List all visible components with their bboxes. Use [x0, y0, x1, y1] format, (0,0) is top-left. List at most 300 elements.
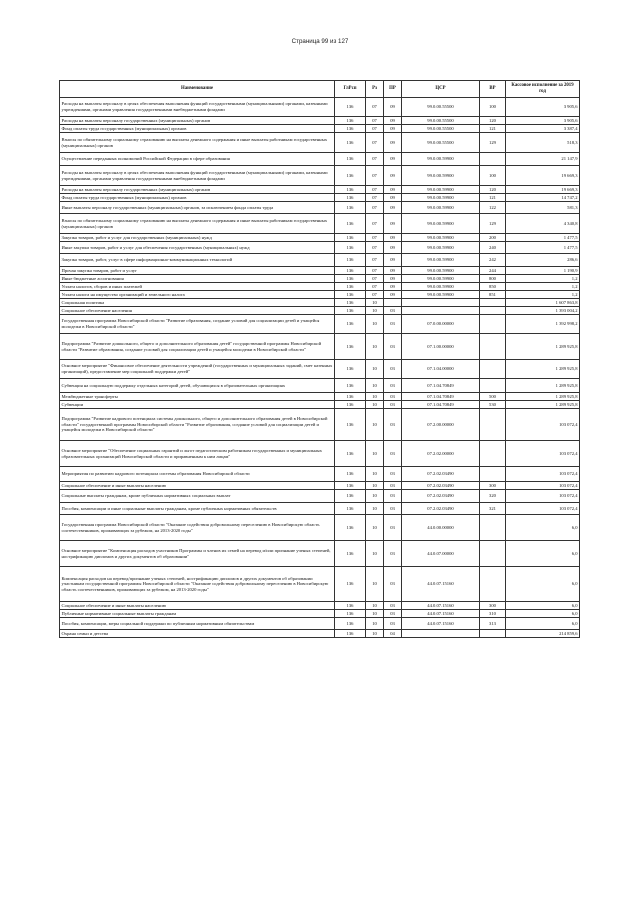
table-row — [60, 610, 580, 618]
cell-vr: 321 — [480, 503, 506, 515]
cell-rz: 07 — [366, 291, 384, 299]
cell-vr: 122 — [480, 202, 506, 214]
cell-vr — [480, 360, 506, 379]
cell-vr: 310 — [480, 610, 506, 618]
cell-vr: 240 — [480, 242, 506, 254]
cell-csr: 99.0.00.55500 — [402, 125, 480, 133]
header-csr: ЦСР — [402, 81, 480, 98]
cell-rz: 07 — [366, 133, 384, 153]
table-row — [60, 214, 580, 234]
cell-grbs: 136 — [335, 125, 366, 133]
cell-pr: 04 — [384, 630, 402, 638]
cell-vr: 530 — [480, 401, 506, 409]
table-row — [60, 490, 580, 503]
cell-csr: 99.0.00.59900 — [402, 283, 480, 291]
cell-vr — [480, 307, 506, 315]
cell-grbs: 136 — [335, 153, 366, 166]
cell-grbs: 136 — [335, 315, 366, 334]
cell-csr — [402, 307, 480, 315]
cell-grbs: 136 — [335, 379, 366, 393]
cell-grbs: 136 — [335, 393, 366, 401]
cell-rz: 10 — [366, 482, 384, 490]
cell-rz: 10 — [366, 360, 384, 379]
cell-grbs: 136 — [335, 98, 366, 117]
cell-sum: 1 477,5 — [506, 242, 580, 254]
cell-csr: 99.0.00.59900 — [402, 291, 480, 299]
cell-csr: 44.0.07.15160 — [402, 602, 480, 610]
cell-sum: 103 072,4 — [506, 409, 580, 441]
cell-pr: 03 — [384, 401, 402, 409]
cell-vr — [480, 153, 506, 166]
cell-sum: 1 392 998,2 — [506, 315, 580, 334]
cell-rz: 10 — [366, 490, 384, 503]
cell-pr: 03 — [384, 482, 402, 490]
cell-sum: 1 289 925,8 — [506, 401, 580, 409]
cell-name: Иные закупки товаров, работ и услуг для обеспечения государственных (муниципальных) нужд — [60, 242, 335, 254]
cell-sum: 1,2 — [506, 283, 580, 291]
cell-vr: 100 — [480, 166, 506, 186]
cell-grbs: 136 — [335, 133, 366, 153]
cell-pr — [384, 299, 402, 307]
table-row — [60, 618, 580, 630]
cell-pr: 09 — [384, 153, 402, 166]
cell-sum: 6,0 — [506, 618, 580, 630]
cell-vr: 850 — [480, 283, 506, 291]
cell-name: Осуществление переданных полномочий Российской Федерации в сфере образования — [60, 153, 335, 166]
cell-csr: 99.0.00.55500 — [402, 117, 480, 125]
cell-pr: 03 — [384, 602, 402, 610]
cell-csr: 99.0.00.59900 — [402, 166, 480, 186]
cell-rz: 07 — [366, 275, 384, 283]
cell-rz: 10 — [366, 334, 384, 360]
cell-pr: 09 — [384, 166, 402, 186]
table-row — [60, 153, 580, 166]
cell-grbs: 136 — [335, 630, 366, 638]
cell-vr: 300 — [480, 482, 506, 490]
cell-rz: 07 — [366, 254, 384, 267]
table-row — [60, 234, 580, 242]
cell-rz: 10 — [366, 618, 384, 630]
cell-csr — [402, 630, 480, 638]
cell-grbs: 136 — [335, 299, 366, 307]
cell-sum: 103 072,4 — [506, 503, 580, 515]
cell-grbs: 136 — [335, 567, 366, 602]
cell-vr — [480, 409, 506, 441]
cell-vr — [480, 630, 506, 638]
cell-grbs: 136 — [335, 234, 366, 242]
cell-name: Пособия, компенсации, меры социальной поддержки по публичным нормативным обязательствам — [60, 618, 335, 630]
cell-name: Охрана семьи и детства — [60, 630, 335, 638]
cell-csr: 99.0.00.59900 — [402, 254, 480, 267]
table-row — [60, 602, 580, 610]
cell-csr: 99.0.00.59900 — [402, 186, 480, 194]
cell-pr: 09 — [384, 267, 402, 275]
cell-name: Иные бюджетные ассигнования — [60, 275, 335, 283]
cell-pr: 09 — [384, 254, 402, 267]
cell-pr: 03 — [384, 307, 402, 315]
cell-rz: 07 — [366, 283, 384, 291]
cell-rz: 10 — [366, 401, 384, 409]
cell-sum: 6,0 — [506, 541, 580, 567]
table-row — [60, 133, 580, 153]
cell-pr: 09 — [384, 283, 402, 291]
cell-grbs: 136 — [335, 307, 366, 315]
header-name: Наименование — [60, 81, 335, 98]
cell-pr: 09 — [384, 186, 402, 194]
cell-sum: 103 072,4 — [506, 441, 580, 467]
cell-sum: 214 859,6 — [506, 630, 580, 638]
cell-csr: 44.0.00.00000 — [402, 515, 480, 541]
cell-pr: 03 — [384, 618, 402, 630]
cell-pr: 09 — [384, 98, 402, 117]
cell-name: Компенсация расходов на перевод/признание ученых степеней, нострификацию дипломов и других документов об образовании участникам государственной программы Новосибирской области "Оказание содействия добровольному переселению в Новосибирскую область соотечественников, проживающих за рубежом, на 2013-2020 годы" — [60, 567, 335, 602]
cell-pr: 03 — [384, 441, 402, 467]
cell-vr — [480, 299, 506, 307]
cell-grbs: 136 — [335, 515, 366, 541]
cell-csr: 07.2.02.03490 — [402, 490, 480, 503]
cell-vr: 300 — [480, 602, 506, 610]
cell-grbs: 136 — [335, 267, 366, 275]
cell-grbs: 136 — [335, 610, 366, 618]
cell-vr: 120 — [480, 186, 506, 194]
cell-sum: 1,2 — [506, 275, 580, 283]
cell-grbs: 136 — [335, 602, 366, 610]
cell-vr: 320 — [480, 490, 506, 503]
cell-name: Фонд оплаты труда государственных (муниципальных) органов — [60, 125, 335, 133]
cell-grbs: 136 — [335, 275, 366, 283]
cell-name: Иные выплаты персоналу государственных (муниципальных) органов, за исключением фонда оплаты труда — [60, 202, 335, 214]
cell-grbs: 136 — [335, 202, 366, 214]
cell-sum: 1 289 925,8 — [506, 379, 580, 393]
cell-csr: 99.0.00.59900 — [402, 214, 480, 234]
cell-name: Закупка товаров, работ, услуг в сфере информационно-коммуникационных технологий — [60, 254, 335, 267]
cell-pr: 09 — [384, 202, 402, 214]
cell-vr: 242 — [480, 254, 506, 267]
cell-grbs: 136 — [335, 360, 366, 379]
table-row — [60, 275, 580, 283]
cell-sum: 1 607 863,8 — [506, 299, 580, 307]
header-sum: Кассовое исполнение за 2019 год — [506, 81, 580, 98]
cell-vr — [480, 315, 506, 334]
table-row — [60, 393, 580, 401]
table-row — [60, 334, 580, 360]
cell-grbs: 136 — [335, 291, 366, 299]
cell-vr: 244 — [480, 267, 506, 275]
cell-grbs: 136 — [335, 482, 366, 490]
cell-sum: 6,0 — [506, 602, 580, 610]
cell-vr: 500 — [480, 393, 506, 401]
cell-csr: 07.1.04.70849 — [402, 401, 480, 409]
budget-execution-table — [59, 80, 580, 638]
cell-pr: 09 — [384, 194, 402, 202]
cell-rz: 07 — [366, 234, 384, 242]
table-row — [60, 482, 580, 490]
cell-name: Пособия, компенсации и иные социальные выплаты гражданам, кроме публичных нормативных обязательств — [60, 503, 335, 515]
table-row — [60, 360, 580, 379]
cell-name: Подпрограмма "Развитие кадрового потенциала системы дошкольного, общего и дополнительного образования детей в Новосибирской области" государственной программы Новосибирской области "Развитие образования, создание условий для социализации детей и учащейся молодежи в Новосибирской области" — [60, 409, 335, 441]
cell-pr: 09 — [384, 275, 402, 283]
cell-name: Основное мероприятие "Обеспечение социальных гарантий и льгот педагогическим работникам государственных и муниципальных образовательных организаций Новосибирской области и приравненным к ним лицам" — [60, 441, 335, 467]
cell-name: Мероприятия по развитию кадрового потенциала системы образования Новосибирской области — [60, 467, 335, 482]
cell-grbs: 136 — [335, 441, 366, 467]
cell-name: Государственная программа Новосибирской области "Развитие образования, создание условий для социализации детей и учащейся молодежи в Новосибирской области" — [60, 315, 335, 334]
page-number-header: Страница 99 из 127 — [291, 38, 349, 45]
cell-csr: 99.0.00.55500 — [402, 98, 480, 117]
cell-name: Государственная программа Новосибирской области "Оказание содействия добровольному переселению в Новосибирскую область соотечественников, проживающих за рубежом, на 2013-2020 годы" — [60, 515, 335, 541]
cell-rz: 10 — [366, 567, 384, 602]
cell-sum: 1 393 004,2 — [506, 307, 580, 315]
cell-csr: 07.2.02.03490 — [402, 482, 480, 490]
cell-rz: 07 — [366, 214, 384, 234]
cell-sum: 1 289 925,8 — [506, 334, 580, 360]
cell-csr: 44.0.07.15160 — [402, 610, 480, 618]
cell-sum: 19 669,3 — [506, 186, 580, 194]
cell-rz: 10 — [366, 541, 384, 567]
table-row — [60, 254, 580, 267]
cell-sum: 1 289 925,8 — [506, 393, 580, 401]
cell-vr: 129 — [480, 133, 506, 153]
cell-name: Взносы по обязательному социальному страхованию на выплаты денежного содержания и иные выплаты работникам государственных (муниципальных) органов — [60, 133, 335, 153]
table-row — [60, 242, 580, 254]
cell-vr — [480, 515, 506, 541]
cell-pr: 09 — [384, 125, 402, 133]
cell-name: Расходы на выплаты персоналу государственных (муниципальных) органов — [60, 117, 335, 125]
cell-rz: 10 — [366, 307, 384, 315]
cell-pr: 03 — [384, 490, 402, 503]
cell-rz: 10 — [366, 379, 384, 393]
table-row — [60, 117, 580, 125]
cell-sum: 581,3 — [506, 202, 580, 214]
cell-grbs: 136 — [335, 334, 366, 360]
cell-pr: 09 — [384, 214, 402, 234]
table-row — [60, 409, 580, 441]
cell-pr: 03 — [384, 393, 402, 401]
cell-rz: 07 — [366, 125, 384, 133]
cell-rz: 07 — [366, 202, 384, 214]
cell-csr: 99.0.00.55500 — [402, 133, 480, 153]
cell-sum: 4 340,8 — [506, 214, 580, 234]
header-vr: ВР — [480, 81, 506, 98]
cell-csr: 99.0.00.59900 — [402, 194, 480, 202]
cell-csr: 07.2.02.03490 — [402, 503, 480, 515]
cell-grbs: 136 — [335, 186, 366, 194]
cell-csr: 99.0.00.59900 — [402, 242, 480, 254]
table-header-row — [60, 81, 580, 98]
table-row — [60, 467, 580, 482]
cell-sum: 103 072,4 — [506, 467, 580, 482]
cell-csr: 07.2.02.03490 — [402, 467, 480, 482]
cell-sum: 6,0 — [506, 610, 580, 618]
cell-sum: 3 905,6 — [506, 98, 580, 117]
cell-name: Взносы по обязательному социальному страхованию на выплаты денежного содержания и иные выплаты работникам государственных (муниципальных) органов — [60, 214, 335, 234]
table-row — [60, 315, 580, 334]
cell-name: Основное мероприятие "Финансовое обеспечение деятельности учреждений (государственных и муниципальных заданий, смет казенных организаций), предоставление мер социальной поддержки детей" — [60, 360, 335, 379]
cell-pr: 03 — [384, 315, 402, 334]
cell-csr: 44.0.07.15160 — [402, 567, 480, 602]
cell-rz: 07 — [366, 267, 384, 275]
cell-sum: 1 190,9 — [506, 267, 580, 275]
cell-rz: 10 — [366, 610, 384, 618]
table-row — [60, 267, 580, 275]
table-row — [60, 291, 580, 299]
cell-rz: 10 — [366, 299, 384, 307]
cell-name: Социальное обеспечение и иные выплаты населению — [60, 482, 335, 490]
cell-sum: 518,3 — [506, 133, 580, 153]
header-pr: ПР — [384, 81, 402, 98]
table-row — [60, 125, 580, 133]
table-row — [60, 283, 580, 291]
cell-name: Подпрограмма "Развитие дошкольного, общего и дополнительного образования детей" государственной программы Новосибирской области "Развитие образования, создание условий для социализации детей и учащейся молодежи в Новосибирской области" — [60, 334, 335, 360]
cell-vr: 800 — [480, 275, 506, 283]
cell-vr: 121 — [480, 125, 506, 133]
table-row — [60, 567, 580, 602]
cell-name: Расходы на выплаты персоналу в целях обеспечения выполнения функций государственными (муниципальными) органами, казенными учреждениями, органами управления государственными внебюджетными фондами — [60, 166, 335, 186]
cell-name: Расходы на выплаты персоналу в целях обеспечения выполнения функций государственными (муниципальными) органами, казенными учреждениями, органами управления государственными внебюджетными фондами — [60, 98, 335, 117]
cell-name: Закупка товаров, работ и услуг для государственных (муниципальных) нужд — [60, 234, 335, 242]
cell-grbs: 136 — [335, 117, 366, 125]
cell-name: Социальная политика — [60, 299, 335, 307]
cell-grbs: 136 — [335, 283, 366, 291]
table-row — [60, 194, 580, 202]
cell-name: Фонд оплаты труда государственных (муниципальных) органов — [60, 194, 335, 202]
cell-vr — [480, 379, 506, 393]
header-grbs: ГлРсп — [335, 81, 366, 98]
cell-csr: 07.0.00.00000 — [402, 315, 480, 334]
cell-sum: 286,6 — [506, 254, 580, 267]
cell-rz: 07 — [366, 194, 384, 202]
table-row — [60, 299, 580, 307]
cell-grbs: 136 — [335, 503, 366, 515]
cell-pr: 03 — [384, 379, 402, 393]
cell-csr: 07.1.04.70849 — [402, 393, 480, 401]
cell-csr: 99.0.00.59900 — [402, 234, 480, 242]
cell-csr: 99.0.00.59900 — [402, 202, 480, 214]
cell-pr: 09 — [384, 133, 402, 153]
cell-csr: 07.1.00.00000 — [402, 334, 480, 360]
cell-vr: 851 — [480, 291, 506, 299]
cell-csr: 99.0.00.59900 — [402, 267, 480, 275]
cell-csr: 07.1.04.00000 — [402, 360, 480, 379]
cell-vr: 100 — [480, 98, 506, 117]
table-row — [60, 186, 580, 194]
cell-pr: 09 — [384, 234, 402, 242]
cell-pr: 03 — [384, 503, 402, 515]
cell-sum: 6,0 — [506, 515, 580, 541]
cell-csr: 07.2.00.00000 — [402, 409, 480, 441]
table-row — [60, 541, 580, 567]
cell-name: Межбюджетные трансферты — [60, 393, 335, 401]
cell-pr: 03 — [384, 567, 402, 602]
cell-grbs: 136 — [335, 401, 366, 409]
cell-rz: 10 — [366, 467, 384, 482]
cell-grbs: 136 — [335, 214, 366, 234]
cell-name: Уплата налогов, сборов и иных платежей — [60, 283, 335, 291]
cell-vr — [480, 541, 506, 567]
cell-grbs: 136 — [335, 541, 366, 567]
cell-pr: 03 — [384, 334, 402, 360]
cell-vr: 200 — [480, 234, 506, 242]
cell-csr: 44.0.07.00000 — [402, 541, 480, 567]
cell-name: Субвенции — [60, 401, 335, 409]
cell-csr: 99.0.00.59900 — [402, 275, 480, 283]
cell-name: Публичные нормативные социальные выплаты гражданам — [60, 610, 335, 618]
cell-name: Расходы на выплаты персоналу государственных (муниципальных) органов — [60, 186, 335, 194]
cell-grbs: 136 — [335, 194, 366, 202]
cell-csr: 07.1.04.70849 — [402, 379, 480, 393]
cell-name: Прочая закупка товаров, работ и услуг — [60, 267, 335, 275]
cell-sum: 14 747,2 — [506, 194, 580, 202]
table-row — [60, 630, 580, 638]
cell-rz: 10 — [366, 441, 384, 467]
cell-rz: 07 — [366, 166, 384, 186]
cell-csr — [402, 299, 480, 307]
cell-grbs: 136 — [335, 618, 366, 630]
cell-pr: 03 — [384, 409, 402, 441]
cell-sum: 103 072,4 — [506, 482, 580, 490]
table-row — [60, 441, 580, 467]
cell-grbs: 136 — [335, 409, 366, 441]
cell-pr: 03 — [384, 541, 402, 567]
cell-pr: 09 — [384, 242, 402, 254]
cell-sum: 19 669,3 — [506, 166, 580, 186]
header-rz: Рз — [366, 81, 384, 98]
cell-sum: 3 387,4 — [506, 125, 580, 133]
cell-rz: 10 — [366, 393, 384, 401]
table-row — [60, 307, 580, 315]
cell-rz: 07 — [366, 98, 384, 117]
cell-sum: 21 147,9 — [506, 153, 580, 166]
table-row — [60, 166, 580, 186]
cell-vr: 129 — [480, 214, 506, 234]
cell-rz: 10 — [366, 602, 384, 610]
cell-grbs: 136 — [335, 254, 366, 267]
table-row — [60, 379, 580, 393]
cell-rz: 10 — [366, 315, 384, 334]
cell-name: Уплата налога на имущество организаций и земельного налога — [60, 291, 335, 299]
cell-sum: 1,2 — [506, 291, 580, 299]
cell-rz: 07 — [366, 117, 384, 125]
cell-sum: 1 289 925,8 — [506, 360, 580, 379]
cell-vr: 313 — [480, 618, 506, 630]
cell-vr — [480, 467, 506, 482]
cell-vr: 120 — [480, 117, 506, 125]
cell-vr: 121 — [480, 194, 506, 202]
cell-csr: 99.0.00.59900 — [402, 153, 480, 166]
cell-name: Социальное обеспечение населения — [60, 307, 335, 315]
cell-rz: 07 — [366, 242, 384, 254]
table-row — [60, 503, 580, 515]
cell-sum: 1 477,5 — [506, 234, 580, 242]
cell-sum: 103 072,4 — [506, 490, 580, 503]
cell-pr: 09 — [384, 117, 402, 125]
cell-pr: 03 — [384, 360, 402, 379]
cell-pr: 03 — [384, 467, 402, 482]
cell-csr: 44.0.07.15160 — [402, 618, 480, 630]
cell-csr: 07.2.02.00000 — [402, 441, 480, 467]
cell-name: Субвенция на социальную поддержку отдельных категорий детей, обучающихся в образовательных организациях — [60, 379, 335, 393]
table-row — [60, 202, 580, 214]
table-row — [60, 515, 580, 541]
cell-grbs: 136 — [335, 467, 366, 482]
cell-pr: 09 — [384, 291, 402, 299]
cell-rz: 07 — [366, 186, 384, 194]
cell-pr: 03 — [384, 610, 402, 618]
cell-sum: 6,0 — [506, 567, 580, 602]
cell-rz: 10 — [366, 409, 384, 441]
cell-vr — [480, 441, 506, 467]
cell-grbs: 136 — [335, 490, 366, 503]
cell-rz: 10 — [366, 503, 384, 515]
